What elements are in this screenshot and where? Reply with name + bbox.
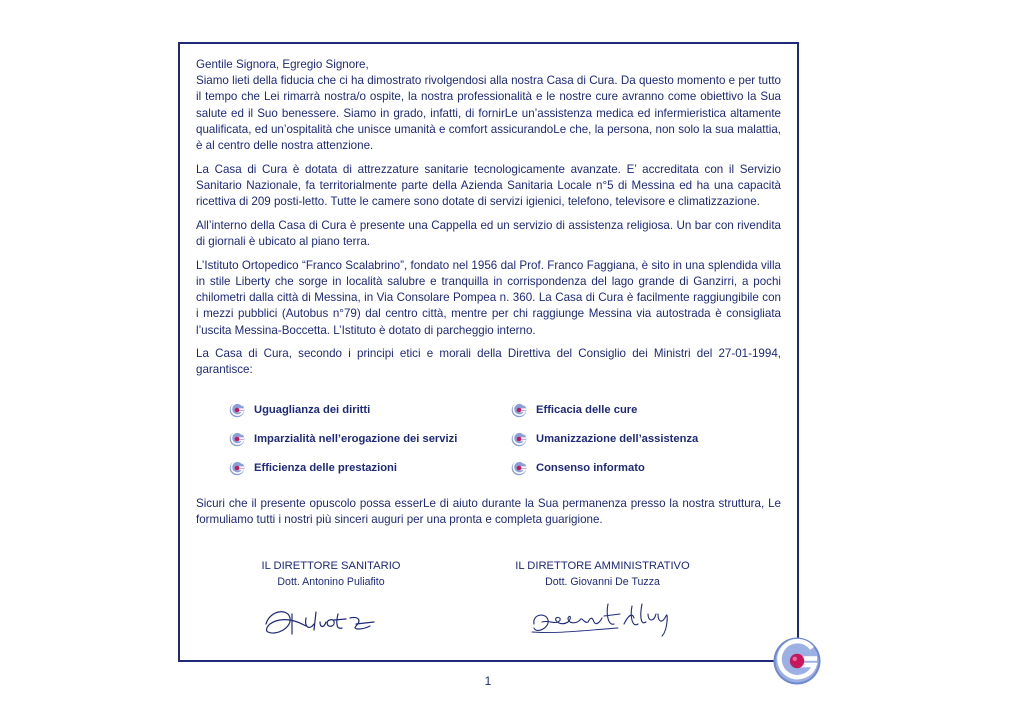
signatory-medical-director (236, 558, 426, 590)
logo-g-icon (228, 431, 246, 447)
logo-g-icon (228, 402, 246, 418)
principle-label: Uguaglianza dei diritti (254, 404, 371, 416)
principles-list (228, 402, 748, 476)
logo-g-icon (510, 402, 528, 418)
list-item (510, 460, 748, 476)
letter-body (196, 57, 781, 386)
principle-label: Imparzialità nell’erogazione dei servizi (254, 433, 458, 445)
signatory-name: Dott. Giovanni De Tuzza (545, 576, 660, 588)
logo-g-icon (510, 431, 528, 447)
page-number: 1 (484, 674, 492, 688)
paragraph-welcome: Siamo lieti della fiducia che ci ha dimostrato rivolgendosi alla nostra Casa di Cura. Da questo momento e per tutto il tempo che Lei rimarrà nostra/o ospite, la nostra professionalità e le nostre cure avranno come obiettivo la Sua salute ed il Suo benessere. Siamo in grado, infatti, di fornirLe un’assistenza medica ed infermieristica altamente qualificata, ed un’ospitalità che unisce umanità e comfort assicurandoLe che, la persona, non solo la sua malattia, è al centro delle nostra attenzione. (196, 74, 781, 153)
signature-right (528, 594, 683, 640)
closing-paragraph: Sicuri che il presente opuscolo possa esserLe di aiuto durante la Sua permanenza presso la nostra struttura, Le formuliamo tutti i nostri più sinceri auguri per una pronta e completa guarigione. (196, 497, 781, 527)
list-item (510, 402, 748, 418)
principle-label: Consenso informato (536, 462, 645, 474)
logo-g-icon (228, 460, 246, 476)
list-item (228, 402, 510, 418)
signatory-admin-director (495, 558, 710, 590)
salutation: Gentile Signora, Egregio Signore, (196, 58, 369, 71)
signatory-name: Dott. Antonino Puliafito (277, 576, 385, 588)
list-item (228, 460, 510, 476)
principle-label: Efficacia delle cure (536, 404, 638, 416)
paragraph-facilities: La Casa di Cura è dotata di attrezzature sanitarie tecnologicamente avanzate. E’ accreditata con il Servizio Sanitario Nazionale, fa territorialmente parte della Azienda Sanitaria Locale n°5 di Messina ed ha una capacità ricettiva di 209 posti-letto. Tutte le camere sono dotate di servizi igienici, telefono, televisore e climatizzazione. (196, 162, 781, 209)
list-item (510, 431, 748, 447)
paragraph-chapel: All’interno della Casa di Cura è presente una Cappella ed un servizio di assistenza religiosa. Un bar con rivendita di giornali è ubicato al piano terra. (196, 218, 781, 249)
logo-g-icon (510, 460, 528, 476)
principle-label: Umanizzazione dell’assistenza (536, 433, 699, 445)
list-item (228, 431, 510, 447)
signatory-role: IL DIRETTORE SANITARIO (261, 560, 401, 572)
paragraph-guarantees: La Casa di Cura, secondo i principi etici e morali della Direttiva del Consiglio dei Ministri del 27-01-1994, garantisce: (196, 347, 781, 377)
paragraph-institute: L’Istituto Ortopedico “Franco Scalabrino”, fondato nel 1956 dal Prof. Franco Faggiana, è sito in una splendida villa in stile Liberty che sorge in località salubre e tranquilla in corrispondenza del lago grande di Ganzirri, a pochi chilometri dalla città di Messina, in Via Consolare Pompea n. 360. La Casa di Cura è facilmente raggiungibile con i mezzi pubblici (Autobus n°79) dal centro città, mentre per chi raggiunge Messina via autostrada è consigliata l’uscita Messina-Boccetta. L’Istituto è dotato di parcheggio interno. (196, 258, 781, 337)
logo-g-icon (772, 636, 822, 686)
signature-left (262, 604, 382, 640)
principle-label: Efficienza delle prestazioni (254, 462, 397, 474)
signatory-role: IL DIRETTORE AMMINISTRATIVO (515, 560, 690, 572)
